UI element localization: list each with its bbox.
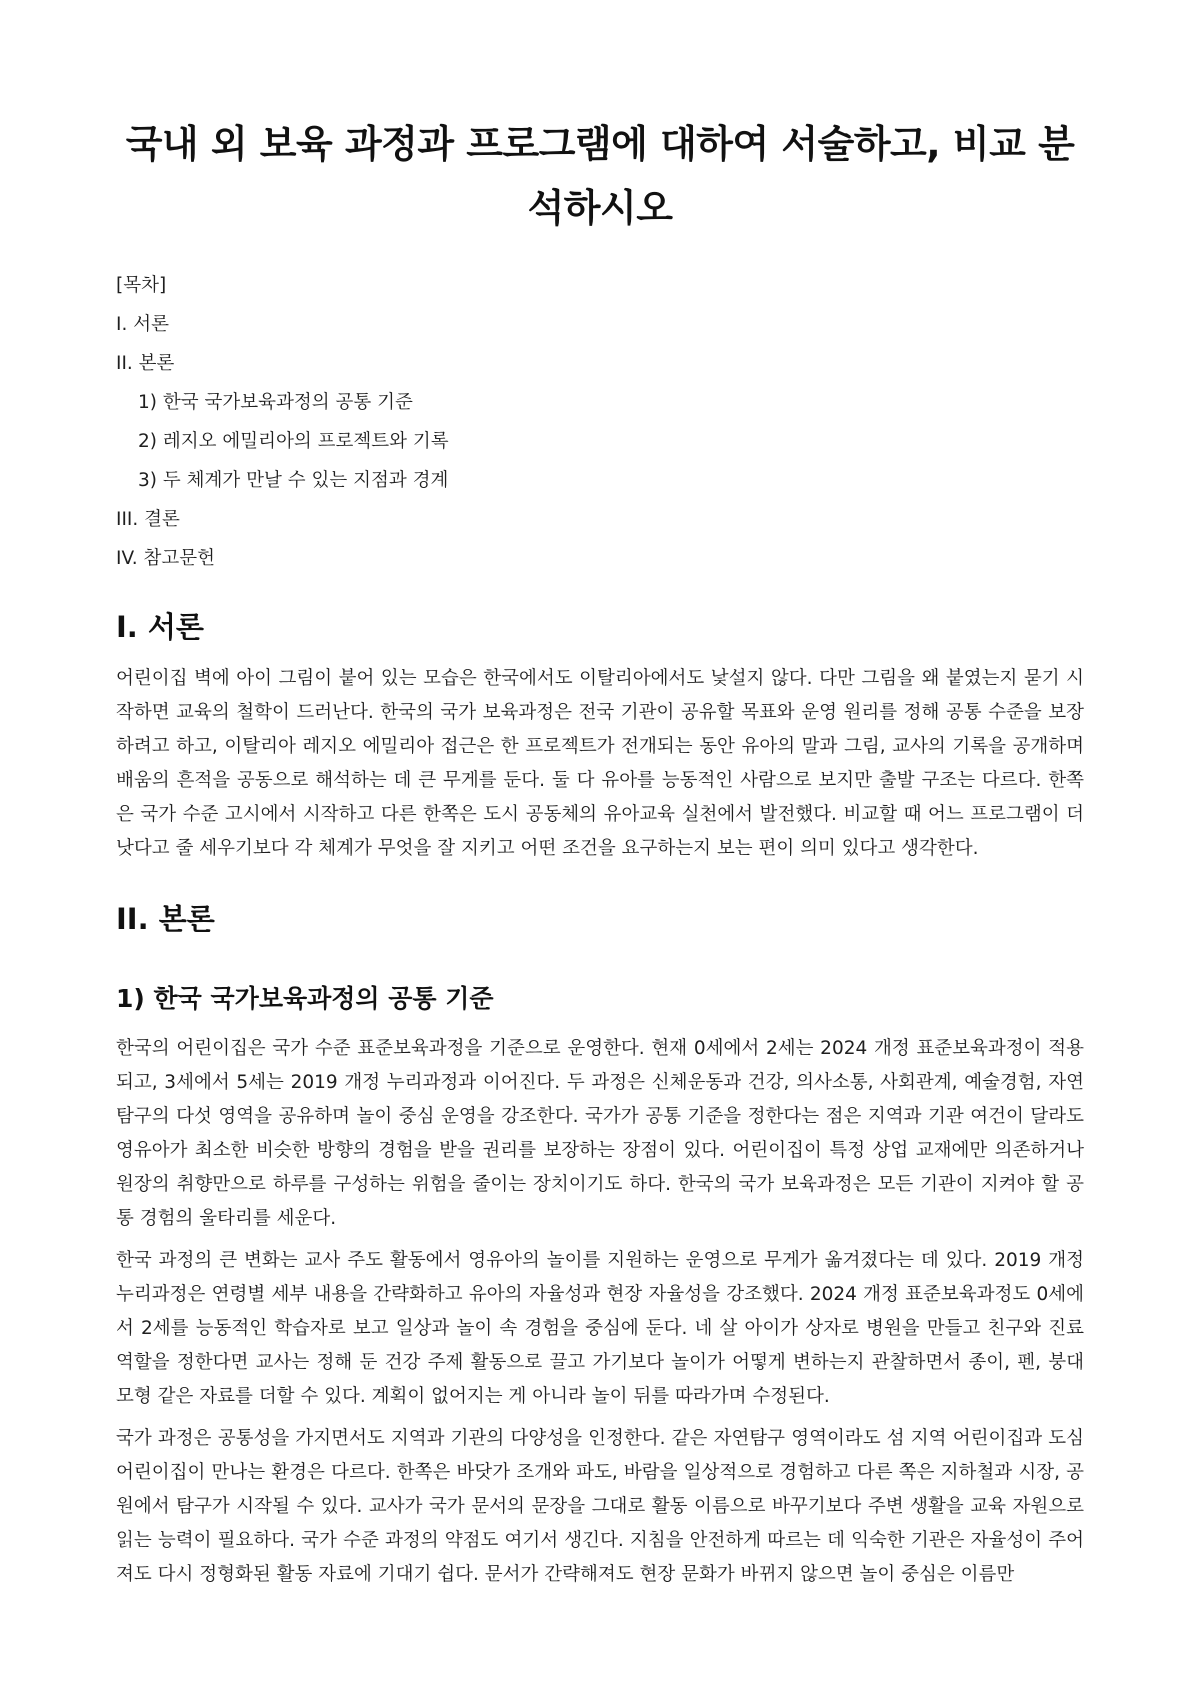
toc-item-introduction: I. 서론 [116,314,169,335]
toc-item-meeting-points: 3) 두 체계가 만날 수 있는 지점과 경계 [138,470,449,491]
body-paragraph: 한국 과정의 큰 변화는 교사 주도 활동에서 영유아의 놀이를 지원하는 운영으로 무게가 옮겨졌다는 데 있다. 2019 개정 누리과정은 연령별 세부 내용을 간략화하고 유아의 자율성과 현장 자율성을 강조했다. 2024 개정 표준보육과정도 0세에서 2세를 능동적인 학습자로 보고 일상과 놀이 속 경험을 중심에 둔다. 네 살 아이가 상자로 병원을 만들고 친구와 진료 역할을 정한다면 교사는 정해 둔 건강 주제 활동으로 끌고 가기보다 놀이가 어떻게 변하는지 관찰하면서 종이, 펜, 붕대 모형 같은 자료를 더할 수 있다. 계획이 없어지는 게 아니라 놀이 뒤를 따라가며 수정된다. [116,1250,1084,1407]
toc-item-korean-curriculum: 1) 한국 국가보육과정의 공통 기준 [138,392,413,413]
toc-item-conclusion: III. 결론 [116,509,180,530]
body-paragraph: 한국의 어린이집은 국가 수준 표준보육과정을 기준으로 운영한다. 현재 0세에서 2세는 2024 개정 표준보육과정이 적용되고, 3세에서 5세는 2019 개정 누리과정과 이어진다. 두 과정은 신체운동과 건강, 의사소통, 사회관계, 예술경험, 자연탐구의 다섯 영역을 공유하며 놀이 중심 운영을 강조한다. 국가가 공통 기준을 정한다는 점은 지역과 기관 여건이 달라도 영유아가 최소한 비슷한 방향의 경험을 받을 권리를 보장하는 장점이 있다. 어린이집이 특정 상업 교재에만 의존하거나 원장의 취향만으로 하루를 구성하는 위험을 줄이는 장치이기도 하다. 한국의 국가 보육과정은 모든 기관이 지켜야 할 공통 경험의 울타리를 세운다. [116,1038,1084,1229]
section-heading-introduction: I. 서론 [116,610,204,644]
subsection-heading-korean-curriculum: 1) 한국 국가보육과정의 공통 기준 [116,984,494,1013]
toc-item-body: II. 본론 [116,353,175,374]
document-title: 국내 외 보육 과정과 프로그램에 대하여 서술하고, 비교 분석하시오 [125,122,1075,230]
body-paragraph: 국가 과정은 공통성을 가지면서도 지역과 기관의 다양성을 인정한다. 같은 자연탐구 영역이라도 섬 지역 어린이집과 도심 어린이집이 만나는 환경은 다르다. 한쪽은 바닷가 조개와 파도, 바람을 일상적으로 경험하고 다른 쪽은 지하철과 시장, 공원에서 탐구가 시작될 수 있다. 교사가 국가 문서의 문장을 그대로 활동 이름으로 바꾸기보다 주변 생활을 교육 자원으로 읽는 능력이 필요하다. 국가 수준 과정의 약점도 여기서 생긴다. 지침을 안전하게 따르는 데 익숙한 기관은 자율성이 주어져도 다시 정형화된 활동 자료에 기대기 쉽다. 문서가 간략해져도 현장 문화가 바뀌지 않으면 놀이 중심은 이름만 [116,1428,1084,1585]
introduction-paragraph: 어린이집 벽에 아이 그림이 붙어 있는 모습은 한국에서도 이탈리아에서도 낯설지 않다. 다만 그림을 왜 붙였는지 묻기 시작하면 교육의 철학이 드러난다. 한국의 국가 보육과정은 전국 기관이 공유할 목표와 운영 원리를 정해 공통 수준을 보장하려고 하고, 이탈리아 레지오 에밀리아 접근은 한 프로젝트가 전개되는 동안 유아의 말과 그림, 교사의 기록을 공개하며 배움의 흔적을 공동으로 해석하는 데 큰 무게를 둔다. 둘 다 유아를 능동적인 사람으로 보지만 출발 구조는 다르다. 한쪽은 국가 수준 고시에서 시작하고 다른 한쪽은 도시 공동체의 유아교육 실천에서 발전했다. 비교할 때 어느 프로그램이 더 낫다고 줄 세우기보다 각 체계가 무엇을 잘 지키고 어떤 조건을 요구하는지 보는 편이 의미 있다고 생각한다. [116,668,1084,859]
table-of-contents [116,266,1084,578]
toc-heading: [목차] [116,275,167,296]
toc-item-reggio-emilia: 2) 레지오 에밀리아의 프로젝트와 기록 [138,431,449,452]
section-heading-body: II. 본론 [116,902,215,936]
toc-item-references: IV. 참고문헌 [116,548,215,569]
